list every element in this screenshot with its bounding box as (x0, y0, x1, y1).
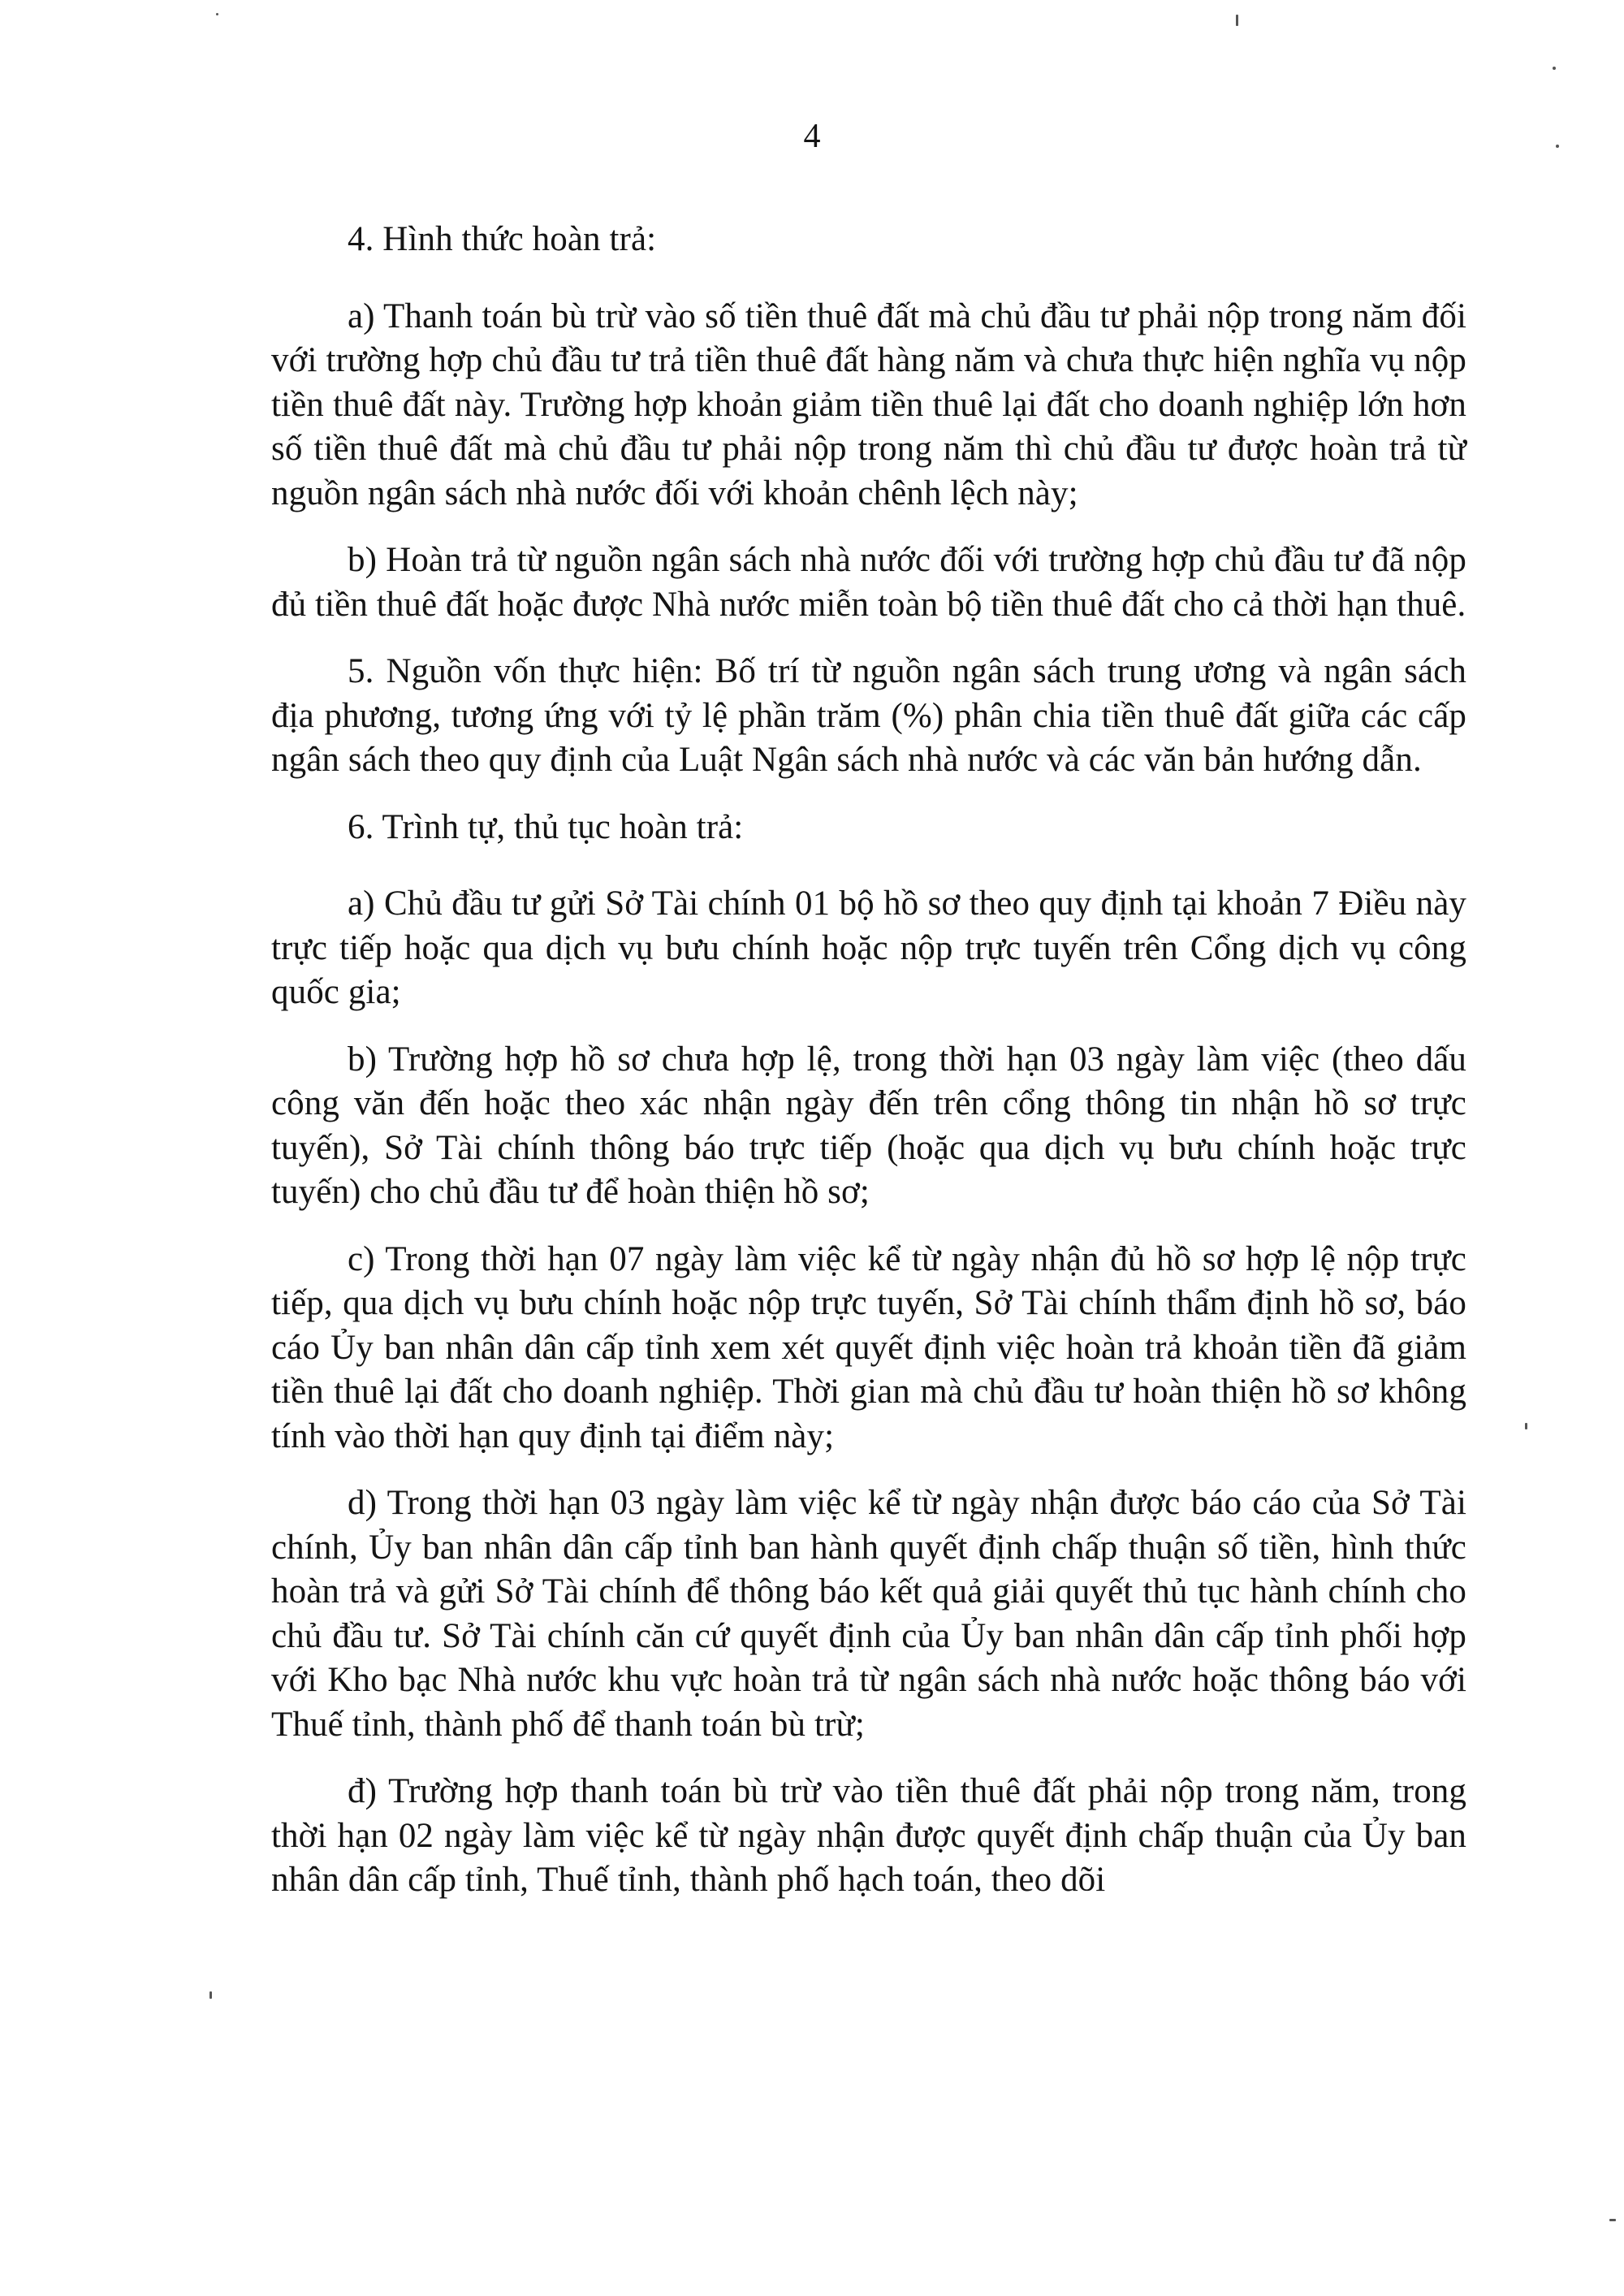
scan-speck (1553, 67, 1556, 70)
scan-speck (209, 1991, 212, 1999)
section-6a-paragraph: a) Chủ đầu tư gửi Sở Tài chính 01 bộ hồ sơ theo quy định tại khoản 7 Điều này trực tiếp hoặc qua dịch vụ bưu chính hoặc nộp trực tuyến trên Cổng dịch vụ công quốc gia; (271, 884, 1466, 1011)
document-body (271, 218, 1466, 1926)
section-6b-paragraph: b) Trường hợp hồ sơ chưa hợp lệ, trong thời hạn 03 ngày làm việc (theo dấu công văn đến hoặc theo xác nhận ngày đến trên cổng thông tin nhận hồ sơ trực tuyến), Sở Tài chính thông báo trực tiếp (hoặc qua dịch vụ bưu chính hoặc trực tuyến) cho chủ đầu tư để hoàn thiện hồ sơ; (271, 1040, 1466, 1211)
section-6dd-paragraph: đ) Trường hợp thanh toán bù trừ vào tiền thuê đất phải nộp trong năm, trong thời hạn 02 ngày làm việc kể từ ngày nhận được quyết định chấp thuận của Ủy ban nhân dân cấp tỉnh, Thuế tỉnh, thành phố hạch toán, theo dõi (271, 1772, 1466, 1899)
section-5-paragraph: 5. Nguồn vốn thực hiện: Bố trí từ nguồn ngân sách trung ương và ngân sách địa phương, tương ứng với tỷ lệ phần trăm (%) phân chia tiền thuê đất giữa các cấp ngân sách theo quy định của Luật Ngân sách nhà nước và các văn bản hướng dẫn. (271, 652, 1466, 779)
scan-speck (1609, 2219, 1616, 2221)
page-number: 4 (803, 118, 821, 155)
section-6-heading: 6. Trình tự, thủ tục hoàn trả: (348, 807, 744, 846)
section-6d-paragraph: d) Trong thời hạn 03 ngày làm việc kể từ ngày nhận được báo cáo của Sở Tài chính, Ủy ban nhân dân cấp tỉnh ban hành quyết định chấp thuận số tiền, hình thức hoàn trả và gửi Sở Tài chính để thông báo kết quả giải quyết thủ tục hành chính cho chủ đầu tư. Sở Tài chính căn cứ quyết định của Ủy ban nhân dân cấp tỉnh phối hợp với Kho bạc Nhà nước khu vực hoàn trả từ ngân sách nhà nước hoặc thông báo với Thuế tỉnh, thành phố để thanh toán bù trừ; (271, 1484, 1466, 1744)
section-4a-paragraph: a) Thanh toán bù trừ vào số tiền thuê đất mà chủ đầu tư phải nộp trong năm đối với trường hợp chủ đầu tư trả tiền thuê đất hàng năm và chưa thực hiện nghĩa vụ nộp tiền thuê đất này. Trường hợp khoản giảm tiền thuê lại đất cho doanh nghiệp lớn hơn số tiền thuê đất mà chủ đầu tư phải nộp trong năm thì chủ đầu tư được hoàn trả từ nguồn ngân sách nhà nước đối với khoản chênh lệch này; (271, 296, 1466, 512)
section-6c-paragraph: c) Trong thời hạn 07 ngày làm việc kể từ ngày nhận đủ hồ sơ hợp lệ nộp trực tiếp, qua dịch vụ bưu chính hoặc nộp trực tuyến, Sở Tài chính thẩm định hồ sơ, báo cáo Ủy ban nhân dân cấp tỉnh xem xét quyết định việc hoàn trả khoản tiền đã giảm tiền thuê lại đất cho doanh nghiệp. Thời gian mà chủ đầu tư hoàn thiện hồ sơ không tính vào thời hạn quy định tại điểm này; (271, 1239, 1466, 1455)
scan-speck (1236, 15, 1238, 26)
section-4b-paragraph: b) Hoàn trả từ nguồn ngân sách nhà nước đối với trường hợp chủ đầu tư đã nộp đủ tiền thuê đất hoặc được Nhà nước miễn toàn bộ tiền thuê đất cho cả thời hạn thuê. (271, 541, 1466, 624)
scan-speck (216, 13, 218, 15)
section-4-heading: 4. Hình thức hoàn trả: (348, 220, 657, 258)
scan-speck (1556, 145, 1559, 148)
scan-speck (1525, 1423, 1527, 1429)
